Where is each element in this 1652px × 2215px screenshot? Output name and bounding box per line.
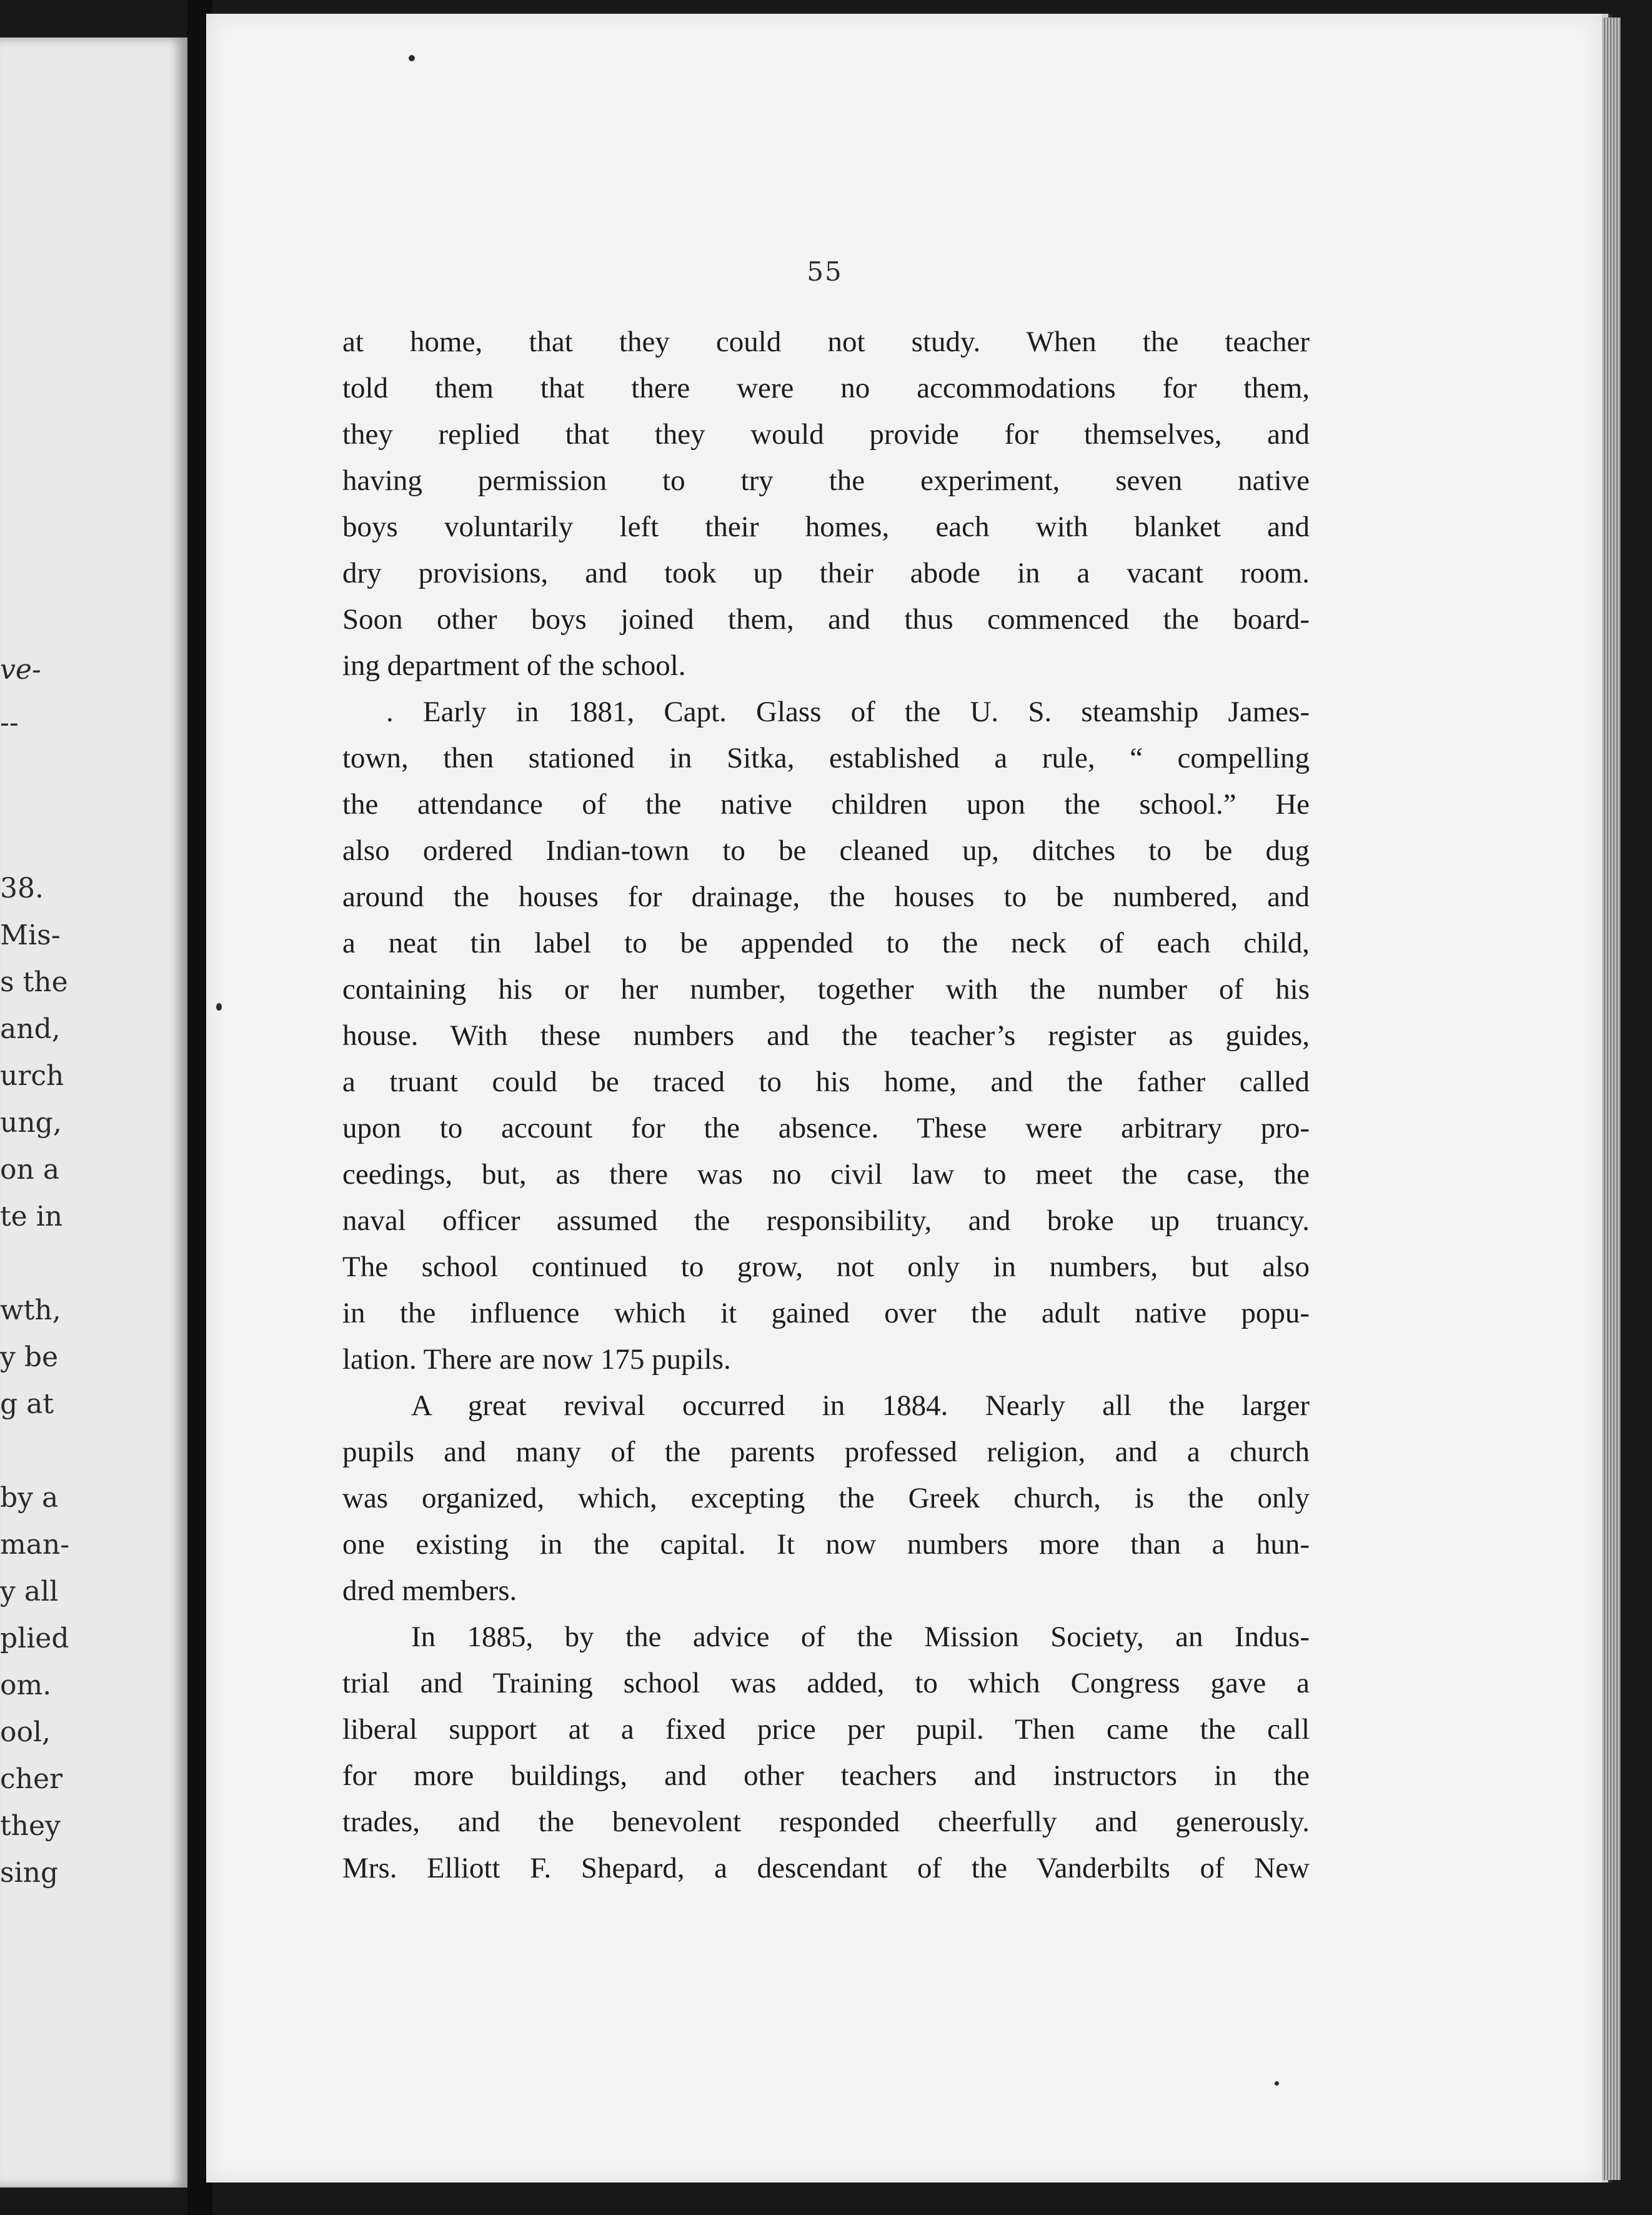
- left-page-fragment: sing: [0, 1857, 59, 1889]
- text-line: dry provisions, and took up their abode in a vacant room.: [342, 557, 1310, 589]
- left-page-fragment: om.: [0, 1669, 52, 1701]
- left-page-fragment: ool,: [0, 1716, 51, 1748]
- text-line: they replied that they would provide for themselves, and: [342, 418, 1310, 451]
- text-line: also ordered Indian-town to be cleaned up, ditches to be dug: [342, 834, 1310, 867]
- text-line: one existing in the capital. It now numbers more than a hun-: [342, 1528, 1310, 1561]
- text-line: told them that there were no accommodations for them,: [342, 372, 1310, 404]
- text-line: naval officer assumed the responsibility, and broke up truancy.: [342, 1204, 1310, 1237]
- left-page-fragment: ung,: [0, 1107, 62, 1139]
- left-page-fragment: wth,: [0, 1294, 61, 1326]
- left-page-fragment: man-: [0, 1529, 70, 1561]
- left-page-fragment: and,: [0, 1013, 61, 1045]
- left-page-fragment: y be: [0, 1341, 59, 1373]
- scan-speck: [216, 1003, 222, 1011]
- body-text: [342, 319, 1310, 1891]
- left-page-fragment: cher: [0, 1763, 63, 1795]
- text-line: Mrs. Elliott F. Shepard, a descendant of the Vanderbilts of New: [342, 1852, 1310, 1884]
- text-line: lation. There are now 175 pupils.: [342, 1343, 731, 1376]
- page-number: 55: [807, 256, 843, 287]
- text-line: having permission to try the experiment, seven native: [342, 464, 1310, 497]
- text-line: The school continued to grow, not only in numbers, but also: [342, 1251, 1310, 1283]
- text-line: in the influence which it gained over the adult native popu-: [342, 1297, 1310, 1329]
- text-line: Soon other boys joined them, and thus commenced the board-: [342, 603, 1310, 636]
- text-line: ceedings, but, as there was no civil law to meet the case, the: [342, 1158, 1310, 1191]
- left-page-fragment: --: [0, 707, 19, 739]
- text-line: for more buildings, and other teachers and instructors in the: [342, 1759, 1310, 1792]
- text-line: a truant could be traced to his home, and the father called: [342, 1066, 1310, 1098]
- page-edge: [1602, 18, 1621, 2180]
- left-page-fragment: te in: [0, 1201, 63, 1232]
- text-line: was organized, which, excepting the Greek church, is the only: [342, 1482, 1310, 1514]
- text-line: ing department of the school.: [342, 649, 686, 682]
- scan-speck: [409, 55, 415, 61]
- text-line: In 1885, by the advice of the Mission Society, an Indus-: [411, 1621, 1310, 1653]
- scan-speck: [1275, 2081, 1279, 2086]
- text-line: town, then stationed in Sitka, established a rule, “ compelling: [342, 742, 1310, 774]
- text-line: trial and Training school was added, to which Congress gave a: [342, 1667, 1310, 1699]
- left-page-fragment: ve-: [0, 654, 41, 686]
- left-page-fragment: Mis-: [0, 919, 61, 951]
- text-line: pupils and many of the parents professed religion, and a church: [342, 1436, 1310, 1468]
- text-line: liberal support at a fixed price per pupil. Then came the call: [342, 1713, 1310, 1746]
- left-page-fragment: on a: [0, 1154, 60, 1186]
- left-page-fragment: plied: [0, 1622, 69, 1654]
- left-page-fragment: 38.: [0, 872, 44, 904]
- text-line: around the houses for drainage, the houses to be numbered, and: [342, 881, 1310, 913]
- left-page-fragment: g at: [0, 1388, 54, 1420]
- left-page-fragment: urch: [0, 1060, 64, 1092]
- text-line: a neat tin label to be appended to the neck of each child,: [342, 927, 1310, 959]
- text-line: house. With these numbers and the teacher’s register as guides,: [342, 1019, 1310, 1052]
- text-line: . Early in 1881, Capt. Glass of the U. S. steamship James-: [386, 696, 1310, 728]
- text-line: A great revival occurred in 1884. Nearly all the larger: [411, 1389, 1310, 1422]
- text-line: dred members.: [342, 1574, 517, 1607]
- text-line: the attendance of the native children upon the school.” He: [342, 788, 1310, 821]
- text-line: trades, and the benevolent responded cheerfully and generously.: [342, 1806, 1310, 1838]
- left-page-fragment: they: [0, 1810, 61, 1842]
- text-line: containing his or her number, together with the number of his: [342, 973, 1310, 1006]
- text-line: upon to account for the absence. These were arbitrary pro-: [342, 1112, 1310, 1144]
- left-page-fragment: s the: [0, 966, 68, 998]
- left-page-fragment: y all: [0, 1576, 59, 1608]
- left-page-fragment: by a: [0, 1482, 59, 1514]
- text-line: boys voluntarily left their homes, each with blanket and: [342, 511, 1310, 543]
- left-page: [0, 38, 187, 2188]
- text-line: at home, that they could not study. When the teacher: [342, 326, 1310, 358]
